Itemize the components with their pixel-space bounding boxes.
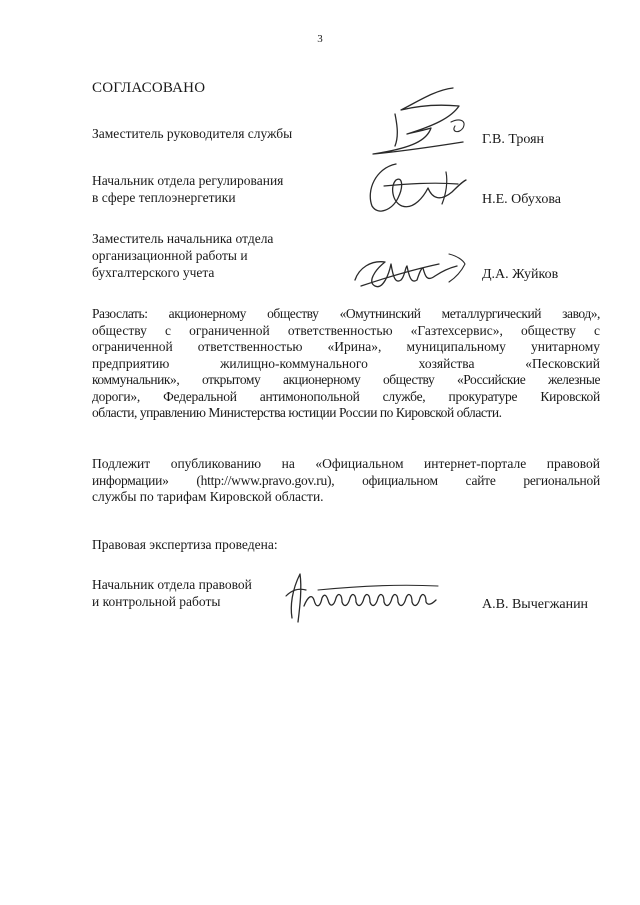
- distribution-line: коммунальник», открытому акционерному обществу «Российские железные: [92, 372, 600, 387]
- signatory-position: Начальник отдела правовой и контрольной работы: [92, 577, 252, 609]
- signature: [278, 566, 448, 626]
- signature: [345, 246, 475, 296]
- distribution-line: обществу с ограниченной ответственностью «Газтехсервис», обществу с: [92, 322, 600, 338]
- publication-line: службы по тарифам Кировской области.: [92, 489, 324, 504]
- publication-line: информации» (http://www.pravo.gov.ru), официальном сайте региональной: [92, 472, 600, 488]
- distribution-line: дороги», Федеральной антимонопольной службе, прокуратуре Кировской: [92, 388, 600, 404]
- signatory-name: А.В. Вычегжанин: [482, 597, 589, 612]
- publication-line: Подлежит опубликованию на «Официальном интернет-портале правовой: [92, 456, 600, 471]
- publication-paragraph: [92, 456, 600, 506]
- signatory-position: Начальник отдела регулирования в сфере теплоэнергетики: [92, 173, 284, 205]
- approval-heading: СОГЛАСОВАНО: [92, 80, 206, 96]
- signatory-position: Заместитель руководителя службы: [92, 126, 293, 141]
- signatory-position: Заместитель начальника отдела организационной работы и бухгалтерского учета: [92, 231, 274, 280]
- distribution-line: ограниченной ответственностью «Ирина», муниципальному унитарному: [92, 339, 600, 354]
- signature: [362, 158, 472, 218]
- distribution-line: Разослать: акционерному обществу «Омутнинский металлургический завод»,: [92, 306, 600, 321]
- signatory-name: Г.В. Троян: [482, 132, 545, 147]
- distribution-line: предприятию жилищно-коммунального хозяйства «Песковский: [92, 355, 600, 371]
- signatory-name: Н.Е. Обухова: [482, 192, 561, 207]
- signature: [355, 82, 495, 164]
- legal-review-text: Правовая экспертиза проведена:: [92, 537, 278, 552]
- distribution-line: области, управлению Министерства юстиции России по Кировской области.: [92, 405, 502, 420]
- distribution-paragraph: [92, 306, 600, 422]
- signatory-name: Д.А. Жуйков: [482, 267, 559, 282]
- page-number: 3: [317, 33, 323, 45]
